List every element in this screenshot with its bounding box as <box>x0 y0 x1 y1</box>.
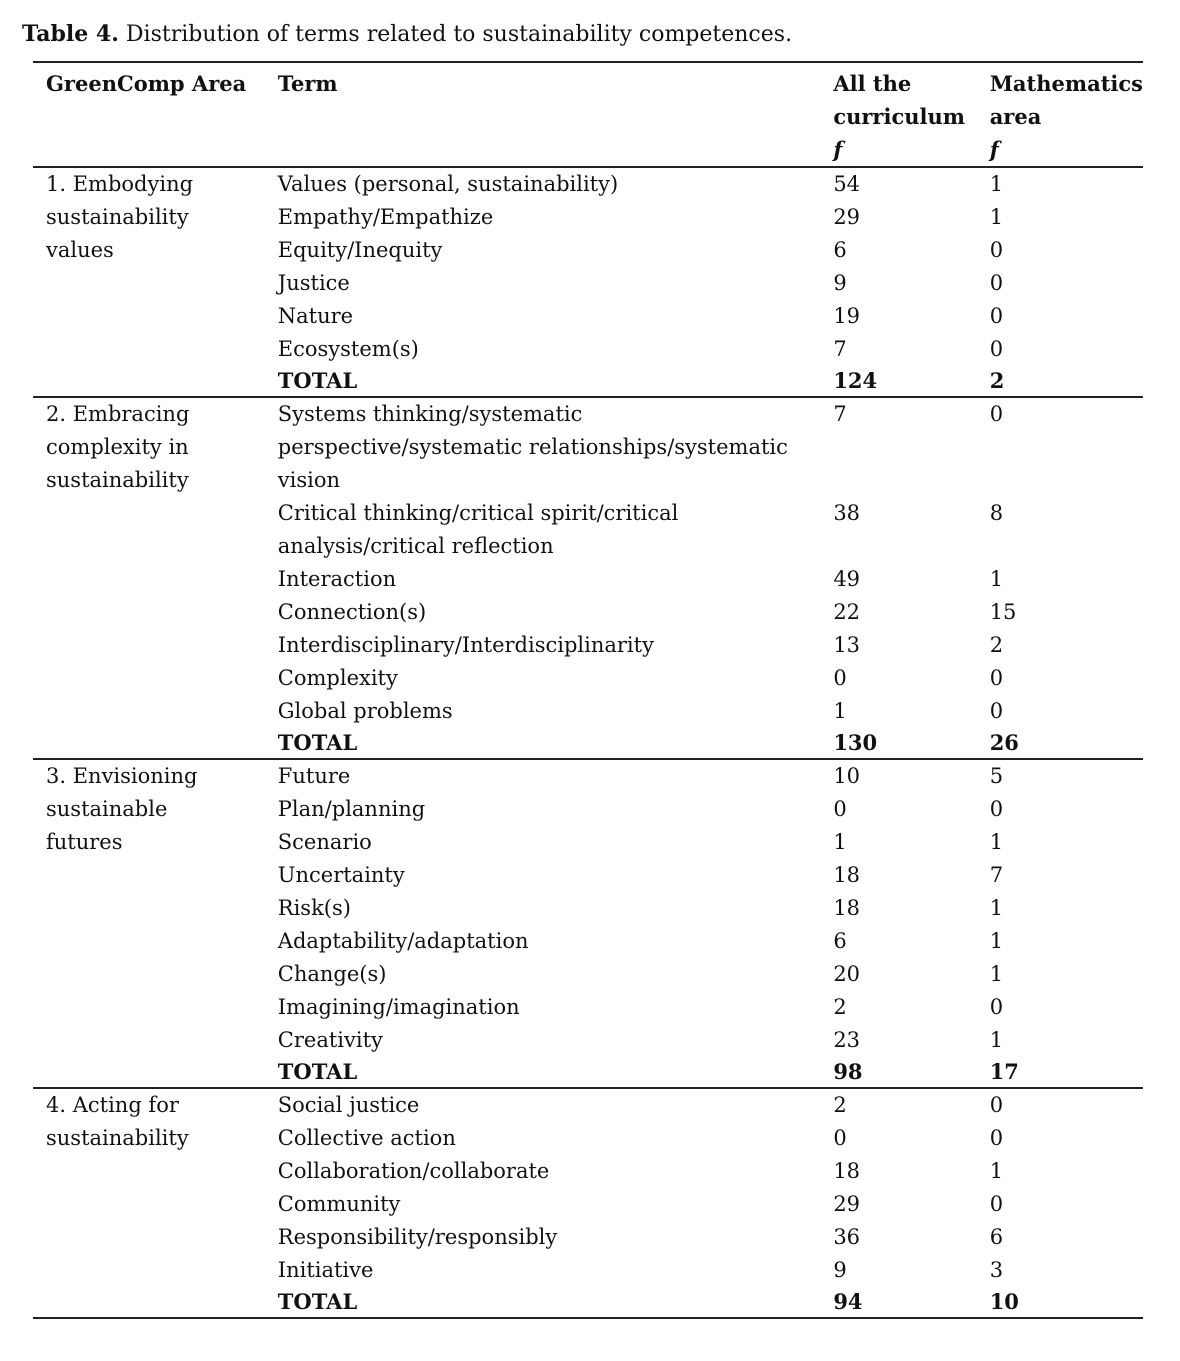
area-line: sustainable <box>46 797 168 821</box>
term-cell: Global problems <box>277 699 453 723</box>
mathematics-area-value: 1 <box>989 567 1004 591</box>
total-mathematics-area: 26 <box>989 730 1019 755</box>
term-cell: Imagining/imagination <box>277 995 520 1019</box>
mathematics-area-value: 8 <box>989 501 1004 525</box>
term-cell: Collaboration/collaborate <box>277 1159 550 1183</box>
mathematics-area-value: 1 <box>989 205 1004 229</box>
all-curriculum-value: 20 <box>833 962 861 986</box>
header-area <box>33 62 278 167</box>
caption-label: Table 4. <box>22 21 119 47</box>
table-body <box>33 167 1143 1318</box>
header-term-label: Term <box>277 71 338 96</box>
area-cell <box>33 397 278 759</box>
area-line: sustainability <box>46 468 189 492</box>
term-cell: Complexity <box>277 666 398 690</box>
total-label: TOTAL <box>277 1289 358 1314</box>
total-mathematics-area: 17 <box>989 1059 1019 1084</box>
area-line: futures <box>46 830 123 854</box>
mathematics-area-value: 1 <box>989 896 1004 920</box>
all-curriculum-value: 29 <box>833 205 861 229</box>
area-line: 3. Envisioning <box>46 764 198 788</box>
all-curriculum-value: 0 <box>833 666 847 690</box>
term-line: perspective/systematic relationships/systematic <box>277 435 788 459</box>
total-label: TOTAL <box>277 730 358 755</box>
term-cell: Equity/Inequity <box>277 238 443 262</box>
term-cell: Interaction <box>277 567 397 591</box>
header-all-freq: f <box>833 137 843 162</box>
term-cell: Ecosystem(s) <box>277 337 419 361</box>
all-curriculum-value: 2 <box>833 1093 847 1117</box>
table-row <box>33 167 1143 201</box>
total-all-curriculum: 94 <box>833 1289 863 1314</box>
header-row <box>33 62 1143 167</box>
term-cell: Future <box>277 764 351 788</box>
mathematics-area-value: 0 <box>989 271 1004 295</box>
term-cell: Scenario <box>277 830 372 854</box>
mathematics-area-value: 0 <box>989 995 1004 1019</box>
total-all-curriculum: 98 <box>833 1059 863 1084</box>
term-cell: Plan/planning <box>277 797 426 821</box>
total-label: TOTAL <box>277 368 358 393</box>
header-area-label: GreenComp Area <box>46 71 247 96</box>
all-curriculum-value: 23 <box>833 1028 861 1052</box>
term-cell: Community <box>277 1192 401 1216</box>
total-all-curriculum: 124 <box>833 368 878 393</box>
mathematics-area-value: 0 <box>989 402 1004 426</box>
mathematics-area-value: 0 <box>989 337 1004 361</box>
total-mathematics-area: 2 <box>989 368 1005 393</box>
term-line: analysis/critical reflection <box>277 534 554 558</box>
all-curriculum-value: 22 <box>833 600 861 624</box>
mathematics-area-value: 3 <box>989 1258 1004 1282</box>
term-cell <box>278 397 834 497</box>
header-math-line1: Mathematics <box>989 71 1143 96</box>
all-curriculum-value: 19 <box>833 304 861 328</box>
all-curriculum-value: 1 <box>833 699 847 723</box>
all-curriculum-value: 7 <box>833 337 847 361</box>
term-cell: Risk(s) <box>277 896 351 920</box>
total-all-curriculum: 130 <box>833 730 878 755</box>
all-curriculum-value: 0 <box>833 797 847 821</box>
term-cell: Change(s) <box>277 962 387 986</box>
mathematics-area-value: 1 <box>989 1028 1004 1052</box>
mathematics-area-value: 0 <box>989 797 1004 821</box>
term-cell: Social justice <box>277 1093 420 1117</box>
all-curriculum-value: 18 <box>833 863 861 887</box>
table-row <box>33 1088 1143 1122</box>
all-curriculum-value: 29 <box>833 1192 861 1216</box>
all-curriculum-value: 38 <box>833 501 861 525</box>
header-math-line2: area <box>989 104 1042 129</box>
term-line: vision <box>277 468 341 492</box>
all-curriculum-value: 1 <box>833 830 847 854</box>
term-cell <box>278 497 834 563</box>
mathematics-area-value: 0 <box>989 1192 1004 1216</box>
mathematics-area-value: 0 <box>989 1093 1004 1117</box>
term-cell: Justice <box>277 271 350 295</box>
term-cell: Nature <box>277 304 354 328</box>
mathematics-area-value: 0 <box>989 1126 1004 1150</box>
all-curriculum-value: 18 <box>833 896 861 920</box>
mathematics-area-value: 15 <box>989 600 1017 624</box>
area-line: 2. Embracing <box>46 402 190 426</box>
all-curriculum-value: 0 <box>833 1126 847 1150</box>
caption-text: Distribution of terms related to sustainability competences. <box>125 22 793 47</box>
all-curriculum-value: 18 <box>833 1159 861 1183</box>
area-line: 4. Acting for <box>46 1093 179 1117</box>
term-cell: Initiative <box>277 1258 374 1282</box>
all-curriculum-value: 9 <box>833 271 847 295</box>
mathematics-area-value: 6 <box>989 1225 1004 1249</box>
all-curriculum-value: 13 <box>833 633 861 657</box>
mathematics-area-value: 7 <box>989 863 1004 887</box>
total-label: TOTAL <box>277 1059 358 1084</box>
header-mathematics-area <box>990 62 1143 167</box>
term-line: Critical thinking/critical spirit/critical <box>277 501 679 525</box>
term-cell: Interdisciplinary/Interdisciplinarity <box>277 633 654 657</box>
header-term <box>278 62 834 167</box>
header-all-curriculum <box>833 62 989 167</box>
mathematics-area-value: 0 <box>989 699 1004 723</box>
mathematics-area-value: 1 <box>989 830 1004 854</box>
terms-table <box>33 61 1143 1319</box>
mathematics-area-value: 1 <box>989 1159 1004 1183</box>
table-row <box>33 759 1143 793</box>
mathematics-area-value: 2 <box>989 633 1004 657</box>
area-line: 1. Embodying <box>46 172 194 196</box>
mathematics-area-value: 0 <box>989 666 1004 690</box>
area-cell <box>33 167 278 397</box>
term-cell: Values (personal, sustainability) <box>277 172 619 196</box>
term-cell: Collective action <box>277 1126 456 1150</box>
all-curriculum-value: 10 <box>833 764 861 788</box>
header-math-freq: f <box>989 137 999 162</box>
mathematics-area-value: 1 <box>989 172 1004 196</box>
total-mathematics-area: 10 <box>989 1289 1019 1314</box>
all-curriculum-value: 9 <box>833 1258 847 1282</box>
mathematics-area-value: 1 <box>989 962 1004 986</box>
all-curriculum-value: 49 <box>833 567 861 591</box>
all-curriculum-value: 6 <box>833 238 847 262</box>
term-cell: Connection(s) <box>277 600 427 624</box>
all-curriculum-value: 7 <box>833 402 847 426</box>
term-cell: Uncertainty <box>277 863 405 887</box>
term-line: Systems thinking/systematic <box>277 402 583 426</box>
table-caption <box>22 20 792 49</box>
all-curriculum-value: 36 <box>833 1225 861 1249</box>
all-curriculum-value: 6 <box>833 929 847 953</box>
all-curriculum-value: 54 <box>833 172 861 196</box>
area-line: complexity in <box>46 435 189 459</box>
term-cell: Adaptability/adaptation <box>277 929 529 953</box>
mathematics-area-value: 0 <box>989 304 1004 328</box>
mathematics-area-value: 5 <box>989 764 1004 788</box>
area-line: sustainability <box>46 1126 189 1150</box>
header-all-line2: curriculum <box>833 104 965 129</box>
term-cell: Responsibility/responsibly <box>277 1225 558 1249</box>
table-row <box>33 397 1143 497</box>
area-cell <box>33 759 278 1088</box>
mathematics-area-value: 0 <box>989 238 1004 262</box>
term-cell: Empathy/Empathize <box>277 205 494 229</box>
area-line: values <box>46 238 114 262</box>
all-curriculum-value: 2 <box>833 995 847 1019</box>
mathematics-area-value: 1 <box>989 929 1004 953</box>
area-cell <box>33 1088 278 1318</box>
area-line: sustainability <box>46 205 189 229</box>
header-all-line1: All the <box>833 71 912 96</box>
term-cell: Creativity <box>277 1028 383 1052</box>
